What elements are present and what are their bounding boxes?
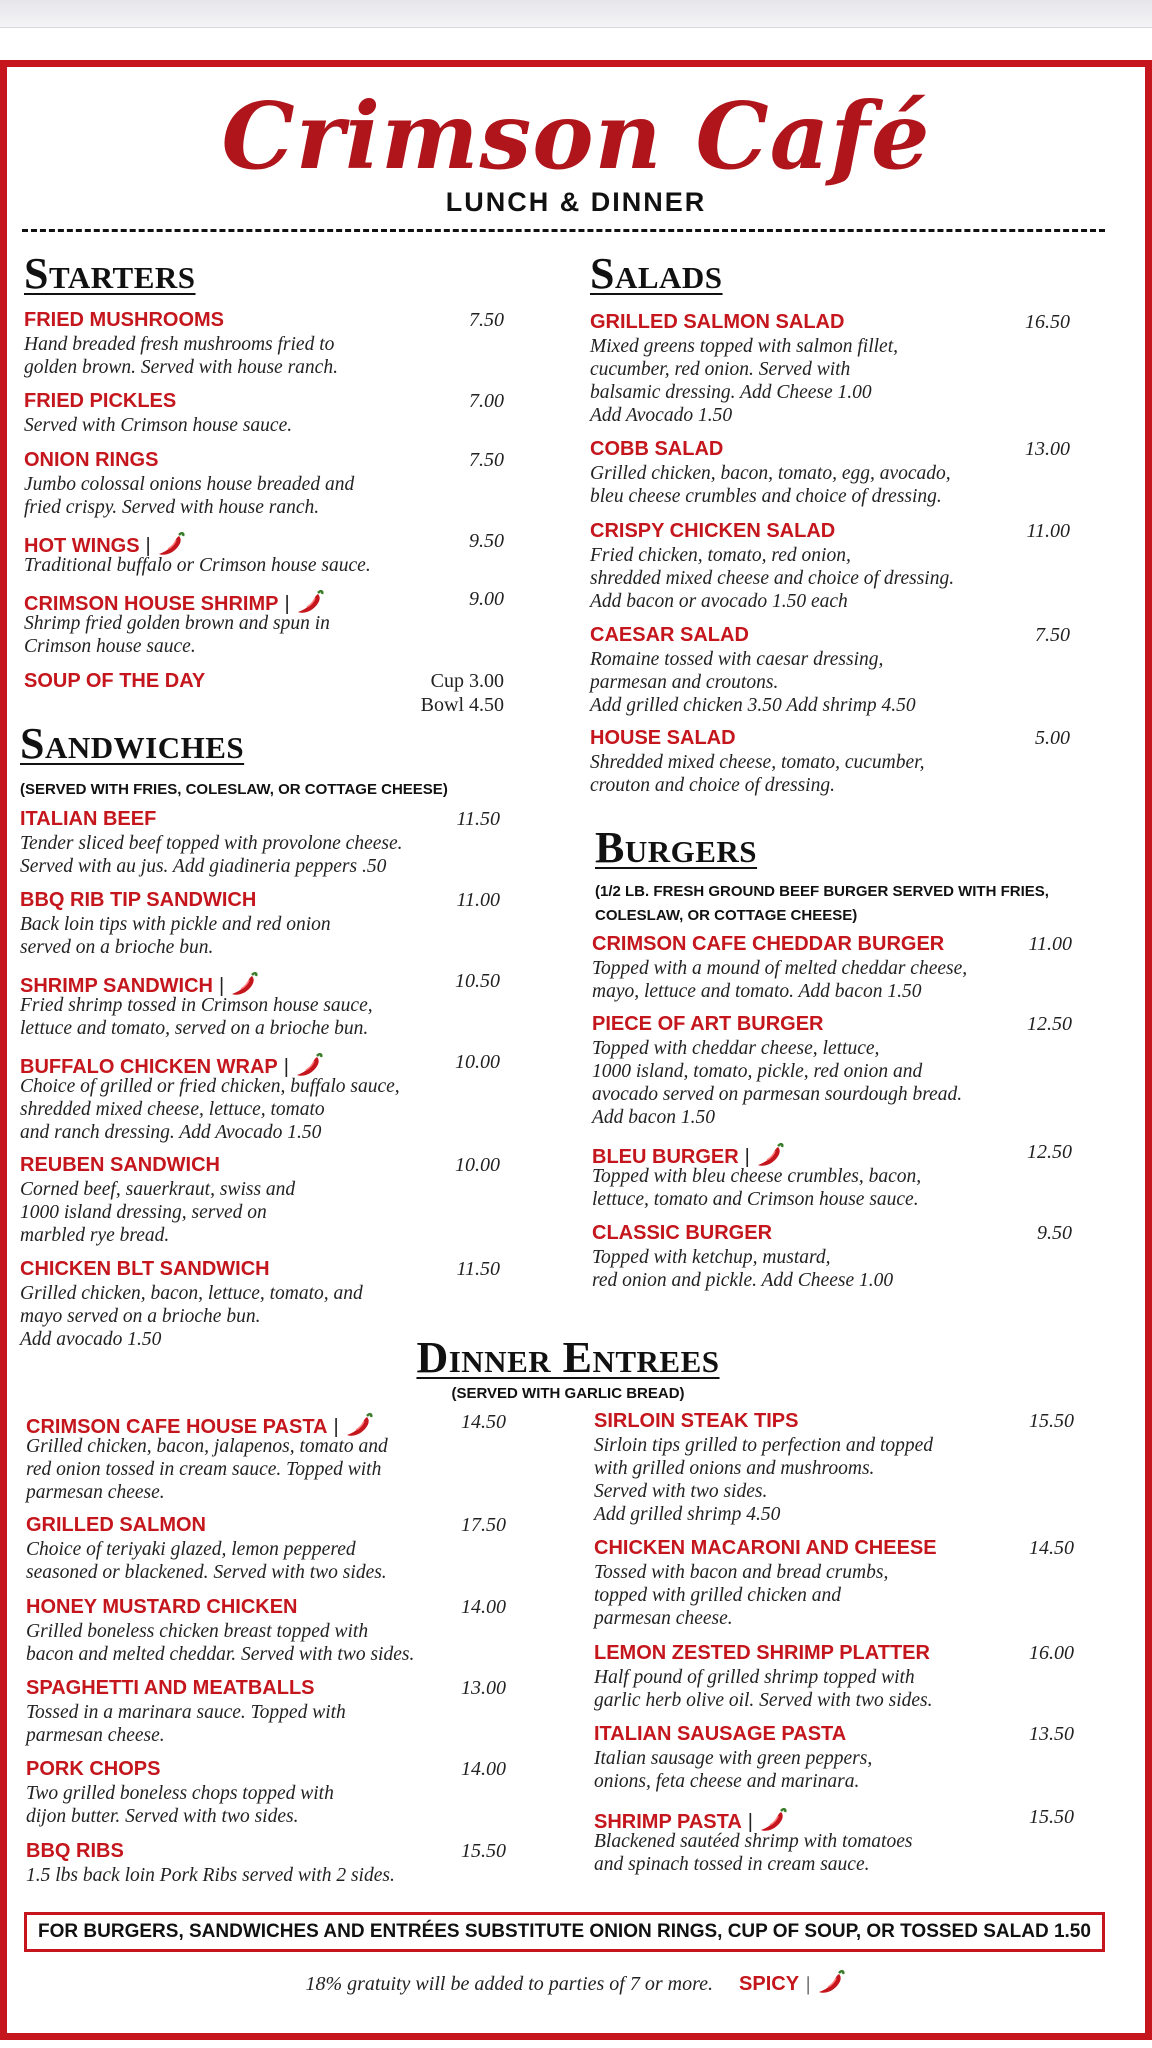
- menu-item-name: [590, 520, 835, 543]
- menu-item-name-text: ITALIAN BEEF: [20, 808, 157, 830]
- menu-item-name-text: HOT WINGS: [24, 535, 140, 557]
- menu-item-name-text: SOUP OF THE DAY: [24, 670, 206, 692]
- menu-item-price: 9.50: [1037, 1222, 1072, 1244]
- menu-item-price: 14.00: [461, 1758, 506, 1780]
- menu-item-price: 15.50: [461, 1840, 506, 1862]
- menu-item-description: Topped with bleu cheese crumbles, bacon, lettuce, tomato and Crimson house sauce.: [592, 1166, 922, 1210]
- menu-item-price: 10.00: [455, 1051, 500, 1073]
- menu-item-description: Traditional buffalo or Crimson house sauce.: [24, 555, 371, 576]
- dinner-entrees-note: (SERVED WITH GARLIC BREAD): [451, 1385, 685, 1402]
- menu-item: [20, 1154, 500, 1274]
- menu-item: [24, 670, 504, 790]
- menu-item-description: Fried shrimp tossed in Crimson house sauce, lettuce and tomato, served on a brioche bun.: [20, 995, 373, 1039]
- menu-item: [20, 1051, 500, 1171]
- menu-item-name-text: BBQ RIBS: [26, 1840, 124, 1862]
- menu-item-price: 11.50: [456, 1258, 500, 1280]
- dinner-entrees-heading: Dinner Entrees: [416, 1333, 720, 1382]
- menu-item-name: [26, 1514, 206, 1537]
- menu-item: [20, 1258, 500, 1378]
- menu-item-name-text: CRISPY CHICKEN SALAD: [590, 520, 836, 542]
- menu-item-price: 7.50: [469, 449, 504, 471]
- menu-item-description: Tender sliced beef topped with provolone cheese. Served with au jus. Add giadineria peppers .50: [20, 833, 403, 877]
- restaurant-title: Crimson Café: [221, 82, 931, 190]
- menu-item: [590, 624, 1070, 744]
- menu-item-price: 11.00: [456, 889, 500, 911]
- menu-item-name-text: ITALIAN SAUSAGE PASTA: [594, 1723, 847, 1745]
- menu-item-price: 10.50: [455, 970, 500, 992]
- menu-item: [592, 1222, 1072, 1342]
- menu-item: [592, 1013, 1072, 1133]
- menu-item-description: Topped with a mound of melted cheddar cheese, mayo, lettuce and tomato. Add bacon 1.50: [592, 958, 968, 1002]
- legend-separator: |: [805, 1973, 811, 1995]
- menu-item-description: Served with Crimson house sauce.: [24, 415, 293, 436]
- menu-item-name: [26, 1677, 315, 1700]
- menu-item-name: [26, 1840, 124, 1863]
- menu-item-price: 17.50: [461, 1514, 506, 1536]
- menu-item-name: [24, 390, 176, 413]
- spicy-separator: |: [744, 1146, 750, 1168]
- menu-item-name-text: SHRIMP PASTA: [594, 1811, 742, 1833]
- menu-item-name-text: REUBEN SANDWICH: [20, 1154, 220, 1176]
- menu-item-name-text: CHICKEN BLT SANDWICH: [20, 1258, 270, 1280]
- menu-item-price: 10.00: [455, 1154, 500, 1176]
- menu-item-price: 7.00: [469, 390, 504, 412]
- menu-item-name-text: HOUSE SALAD: [590, 727, 736, 749]
- menu-item-price: 13.00: [1025, 438, 1070, 460]
- burgers-heading: Burgers: [595, 823, 758, 872]
- menu-item-price: 16.50: [1025, 311, 1070, 333]
- menu-item-name: [26, 1758, 160, 1781]
- browser-top-bar: [0, 0, 1152, 28]
- menu-item-name: [592, 1222, 772, 1245]
- menu-item-description: Grilled chicken, bacon, jalapenos, tomato and red onion tossed in cream sauce. Topped with parmesan cheese.: [26, 1436, 388, 1503]
- menu-item-description: Choice of teriyaki glazed, lemon peppered seasoned or blackened. Served with two sides.: [26, 1539, 387, 1583]
- menu-item-price: 7.50: [469, 309, 504, 331]
- menu-item-name-text: CLASSIC BURGER: [592, 1222, 773, 1244]
- menu-item: [590, 311, 1070, 431]
- menu-item-description: Topped with ketchup, mustard, red onion and pickle. Add Cheese 1.00: [592, 1247, 894, 1291]
- menu-item-description: Sirloin tips grilled to perfection and topped with grilled onions and mushrooms. Served with two sides. Add grilled shrimp 4.50: [594, 1435, 934, 1525]
- menu-item-name: [592, 933, 944, 956]
- menu-item-price-secondary: Bowl 4.50: [420, 694, 504, 716]
- menu-item-name-text: LEMON ZESTED SHRIMP PLATTER: [594, 1642, 930, 1664]
- menu-item-description: Grilled chicken, bacon, tomato, egg, avocado, bleu cheese crumbles and choice of dressing.: [590, 463, 951, 507]
- menu-item-name-text: FRIED PICKLES: [24, 390, 177, 412]
- menu-item-name-text: HONEY MUSTARD CHICKEN: [26, 1596, 298, 1618]
- menu-item-name-text: GRILLED SALMON SALAD: [590, 311, 845, 333]
- menu-item-name: [24, 670, 205, 693]
- menu-item-description: 1.5 lbs back loin Pork Ribs served with 2 sides.: [26, 1865, 395, 1886]
- menu-item-name: [20, 1154, 220, 1177]
- menu-item: [594, 1537, 1074, 1657]
- menu-item-name-text: BLEU BURGER: [592, 1146, 739, 1168]
- spicy-separator: |: [747, 1811, 753, 1833]
- spicy-legend-label: SPICY: [739, 1973, 800, 1995]
- menu-item-name-text: CRIMSON HOUSE SHRIMP: [24, 593, 279, 615]
- sandwiches-heading: Sandwiches: [20, 719, 245, 768]
- menu-item-price: 15.50: [1029, 1806, 1074, 1828]
- sandwiches-note: (SERVED WITH FRIES, COLESLAW, OR COTTAGE CHEESE): [20, 781, 448, 798]
- substitution-notice: FOR BURGERS, SANDWICHES AND ENTRÉES SUBSTITUTE ONION RINGS, CUP OF SOUP, OR TOSSED SALAD 1.50: [24, 1912, 1105, 1952]
- starters-heading: Starters: [24, 249, 196, 298]
- menu-item-description: Back loin tips with pickle and red onion served on a brioche bun.: [20, 914, 331, 958]
- menu-item-name: [24, 449, 158, 472]
- menu-item-description: Topped with cheddar cheese, lettuce, 1000 island, tomato, pickle, red onion and avocado served on parmesan sourdough bread. Add bacon 1.50: [592, 1038, 963, 1128]
- menu-item-price: 14.50: [1029, 1537, 1074, 1559]
- spicy-separator: |: [218, 975, 225, 997]
- menu-item-name: [594, 1642, 930, 1665]
- menu-item-description: Shrimp fried golden brown and spun in Crimson house sauce.: [24, 613, 330, 657]
- menu-item-name: [594, 1723, 846, 1746]
- menu-item: [590, 520, 1070, 640]
- menu-item-name: [20, 808, 156, 831]
- menu-item-price: Cup 3.00: [430, 670, 504, 692]
- chili-pepper-icon: [815, 1968, 847, 1996]
- menu-item-description: Italian sausage with green peppers, onions, feta cheese and marinara.: [594, 1748, 873, 1792]
- menu-item-name: [20, 1258, 270, 1281]
- menu-item-name-text: SPAGHETTI AND MEATBALLS: [26, 1677, 315, 1699]
- menu-item: [26, 1411, 506, 1531]
- menu-item-price: 11.00: [1026, 520, 1070, 542]
- burgers-note: (1/2 LB. FRESH GROUND BEEF BURGER SERVED WITH FRIES, COLESLAW, OR COTTAGE CHEESE): [595, 883, 1049, 924]
- menu-item-price: 16.00: [1029, 1642, 1074, 1664]
- menu-item-description: Half pound of grilled shrimp topped with garlic herb olive oil. Served with two sides.: [594, 1667, 933, 1711]
- spicy-separator: |: [145, 535, 151, 557]
- spicy-separator: |: [333, 1416, 339, 1438]
- spicy-separator: |: [283, 1056, 289, 1078]
- menu-item-name: [592, 1013, 824, 1036]
- menu-item-description: Tossed with bacon and bread crumbs, topped with grilled chicken and parmesan cheese.: [594, 1562, 889, 1629]
- spicy-separator: |: [284, 593, 290, 615]
- menu-item-description: Tossed in a marinara sauce. Topped with parmesan cheese.: [26, 1702, 346, 1746]
- menu-item-price: 13.00: [461, 1677, 506, 1699]
- menu-item-description: Hand breaded fresh mushrooms fried to golden brown. Served with house ranch.: [24, 334, 338, 378]
- menu-item-name-text: COBB SALAD: [590, 438, 724, 460]
- menu-item-price: 9.00: [469, 588, 504, 610]
- menu-item-name-text: CRIMSON CAFE CHEDDAR BURGER: [592, 933, 945, 955]
- menu-item-price: 12.50: [1027, 1013, 1072, 1035]
- menu-item-price: 5.00: [1035, 727, 1070, 749]
- menu-item-name-text: SIRLOIN STEAK TIPS: [594, 1410, 799, 1432]
- menu-item-name-text: GRILLED SALMON: [26, 1514, 206, 1536]
- menu-item-name-text: CAESAR SALAD: [590, 624, 749, 646]
- menu-item-description: Grilled boneless chicken breast topped with bacon and melted cheddar. Served with two sides.: [26, 1621, 415, 1665]
- menu-item-description: Jumbo colossal onions house breaded and fried crispy. Served with house ranch.: [24, 474, 355, 518]
- menu-item-price: 13.50: [1029, 1723, 1074, 1745]
- menu-item: [594, 1410, 1074, 1530]
- menu-item-price: 14.00: [461, 1596, 506, 1618]
- menu-item-description: Choice of grilled or fried chicken, buffalo sauce, shredded mixed cheese, lettuce, tomato and ranch dressing. Add Avocado 1.50: [20, 1076, 400, 1143]
- menu-item-price: 11.00: [1028, 933, 1072, 955]
- menu-item: [594, 1806, 1074, 1926]
- menu-item-description: Blackened sautéed shrimp with tomatoes and spinach tossed in cream sauce.: [594, 1831, 913, 1875]
- menu-item-name: [24, 309, 224, 332]
- menu-item-name: [20, 889, 256, 912]
- menu-item-description: Shredded mixed cheese, tomato, cucumber, crouton and choice of dressing.: [590, 752, 925, 796]
- menu-item-price: 9.50: [469, 530, 504, 552]
- menu-item-name-text: FRIED MUSHROOMS: [24, 309, 224, 331]
- menu-item-price: 15.50: [1029, 1410, 1074, 1432]
- menu-item-price: 7.50: [1035, 624, 1070, 646]
- menu-item-name: [590, 727, 736, 750]
- menu-item-name: [594, 1537, 937, 1560]
- menu-item-name-text: PORK CHOPS: [26, 1758, 161, 1780]
- menu-item-description: Grilled chicken, bacon, lettuce, tomato, and mayo served on a brioche bun. Add avocado 1.50: [20, 1283, 363, 1350]
- menu-item-name-text: BBQ RIB TIP SANDWICH: [20, 889, 257, 911]
- menu-item-description: Mixed greens topped with salmon fillet, cucumber, red onion. Served with balsamic dressing. Add Cheese 1.00 Add Avocado 1.50: [590, 336, 898, 426]
- menu-item-name-text: CHICKEN MACARONI AND CHEESE: [594, 1537, 937, 1559]
- menu-item-price: 14.50: [461, 1411, 506, 1433]
- menu-item-price: 12.50: [1027, 1141, 1072, 1163]
- salads-heading: Salads: [590, 249, 723, 298]
- dashed-divider: [22, 229, 1105, 232]
- menu-item-description: Romaine tossed with caesar dressing, parmesan and croutons. Add grilled chicken 3.50 Add shrimp 4.50: [590, 649, 916, 716]
- menu-item-name-text: PIECE OF ART BURGER: [592, 1013, 824, 1035]
- menu-subtitle: LUNCH & DINNER: [445, 187, 707, 217]
- menu-item-description: Fried chicken, tomato, red onion, shredded mixed cheese and choice of dressing. Add bacon or avocado 1.50 each: [590, 545, 955, 612]
- menu-item-description: Two grilled boneless chops topped with dijon butter. Served with two sides.: [26, 1783, 334, 1827]
- menu-item-price: 11.50: [456, 808, 500, 830]
- menu-item-name-text: CRIMSON CAFE HOUSE PASTA: [26, 1416, 328, 1438]
- menu-item-name: [590, 624, 749, 647]
- menu-item-name-text: ONION RINGS: [24, 449, 159, 471]
- footer-line: [0, 1968, 1152, 1996]
- menu-item-name: [594, 1410, 798, 1433]
- menu-item-name: [26, 1596, 298, 1619]
- menu-item-name-text: BUFFALO CHICKEN WRAP: [20, 1056, 278, 1078]
- menu-item-name: [590, 311, 844, 334]
- gratuity-note: 18% gratuity will be added to parties of 7 or more.: [305, 1973, 714, 1995]
- menu-item-description: Corned beef, sauerkraut, swiss and 1000 island dressing, served on marbled rye bread.: [20, 1179, 296, 1246]
- menu-item-name-text: SHRIMP SANDWICH: [20, 975, 213, 997]
- menu-item: [590, 727, 1070, 847]
- menu-item-name: [590, 438, 723, 461]
